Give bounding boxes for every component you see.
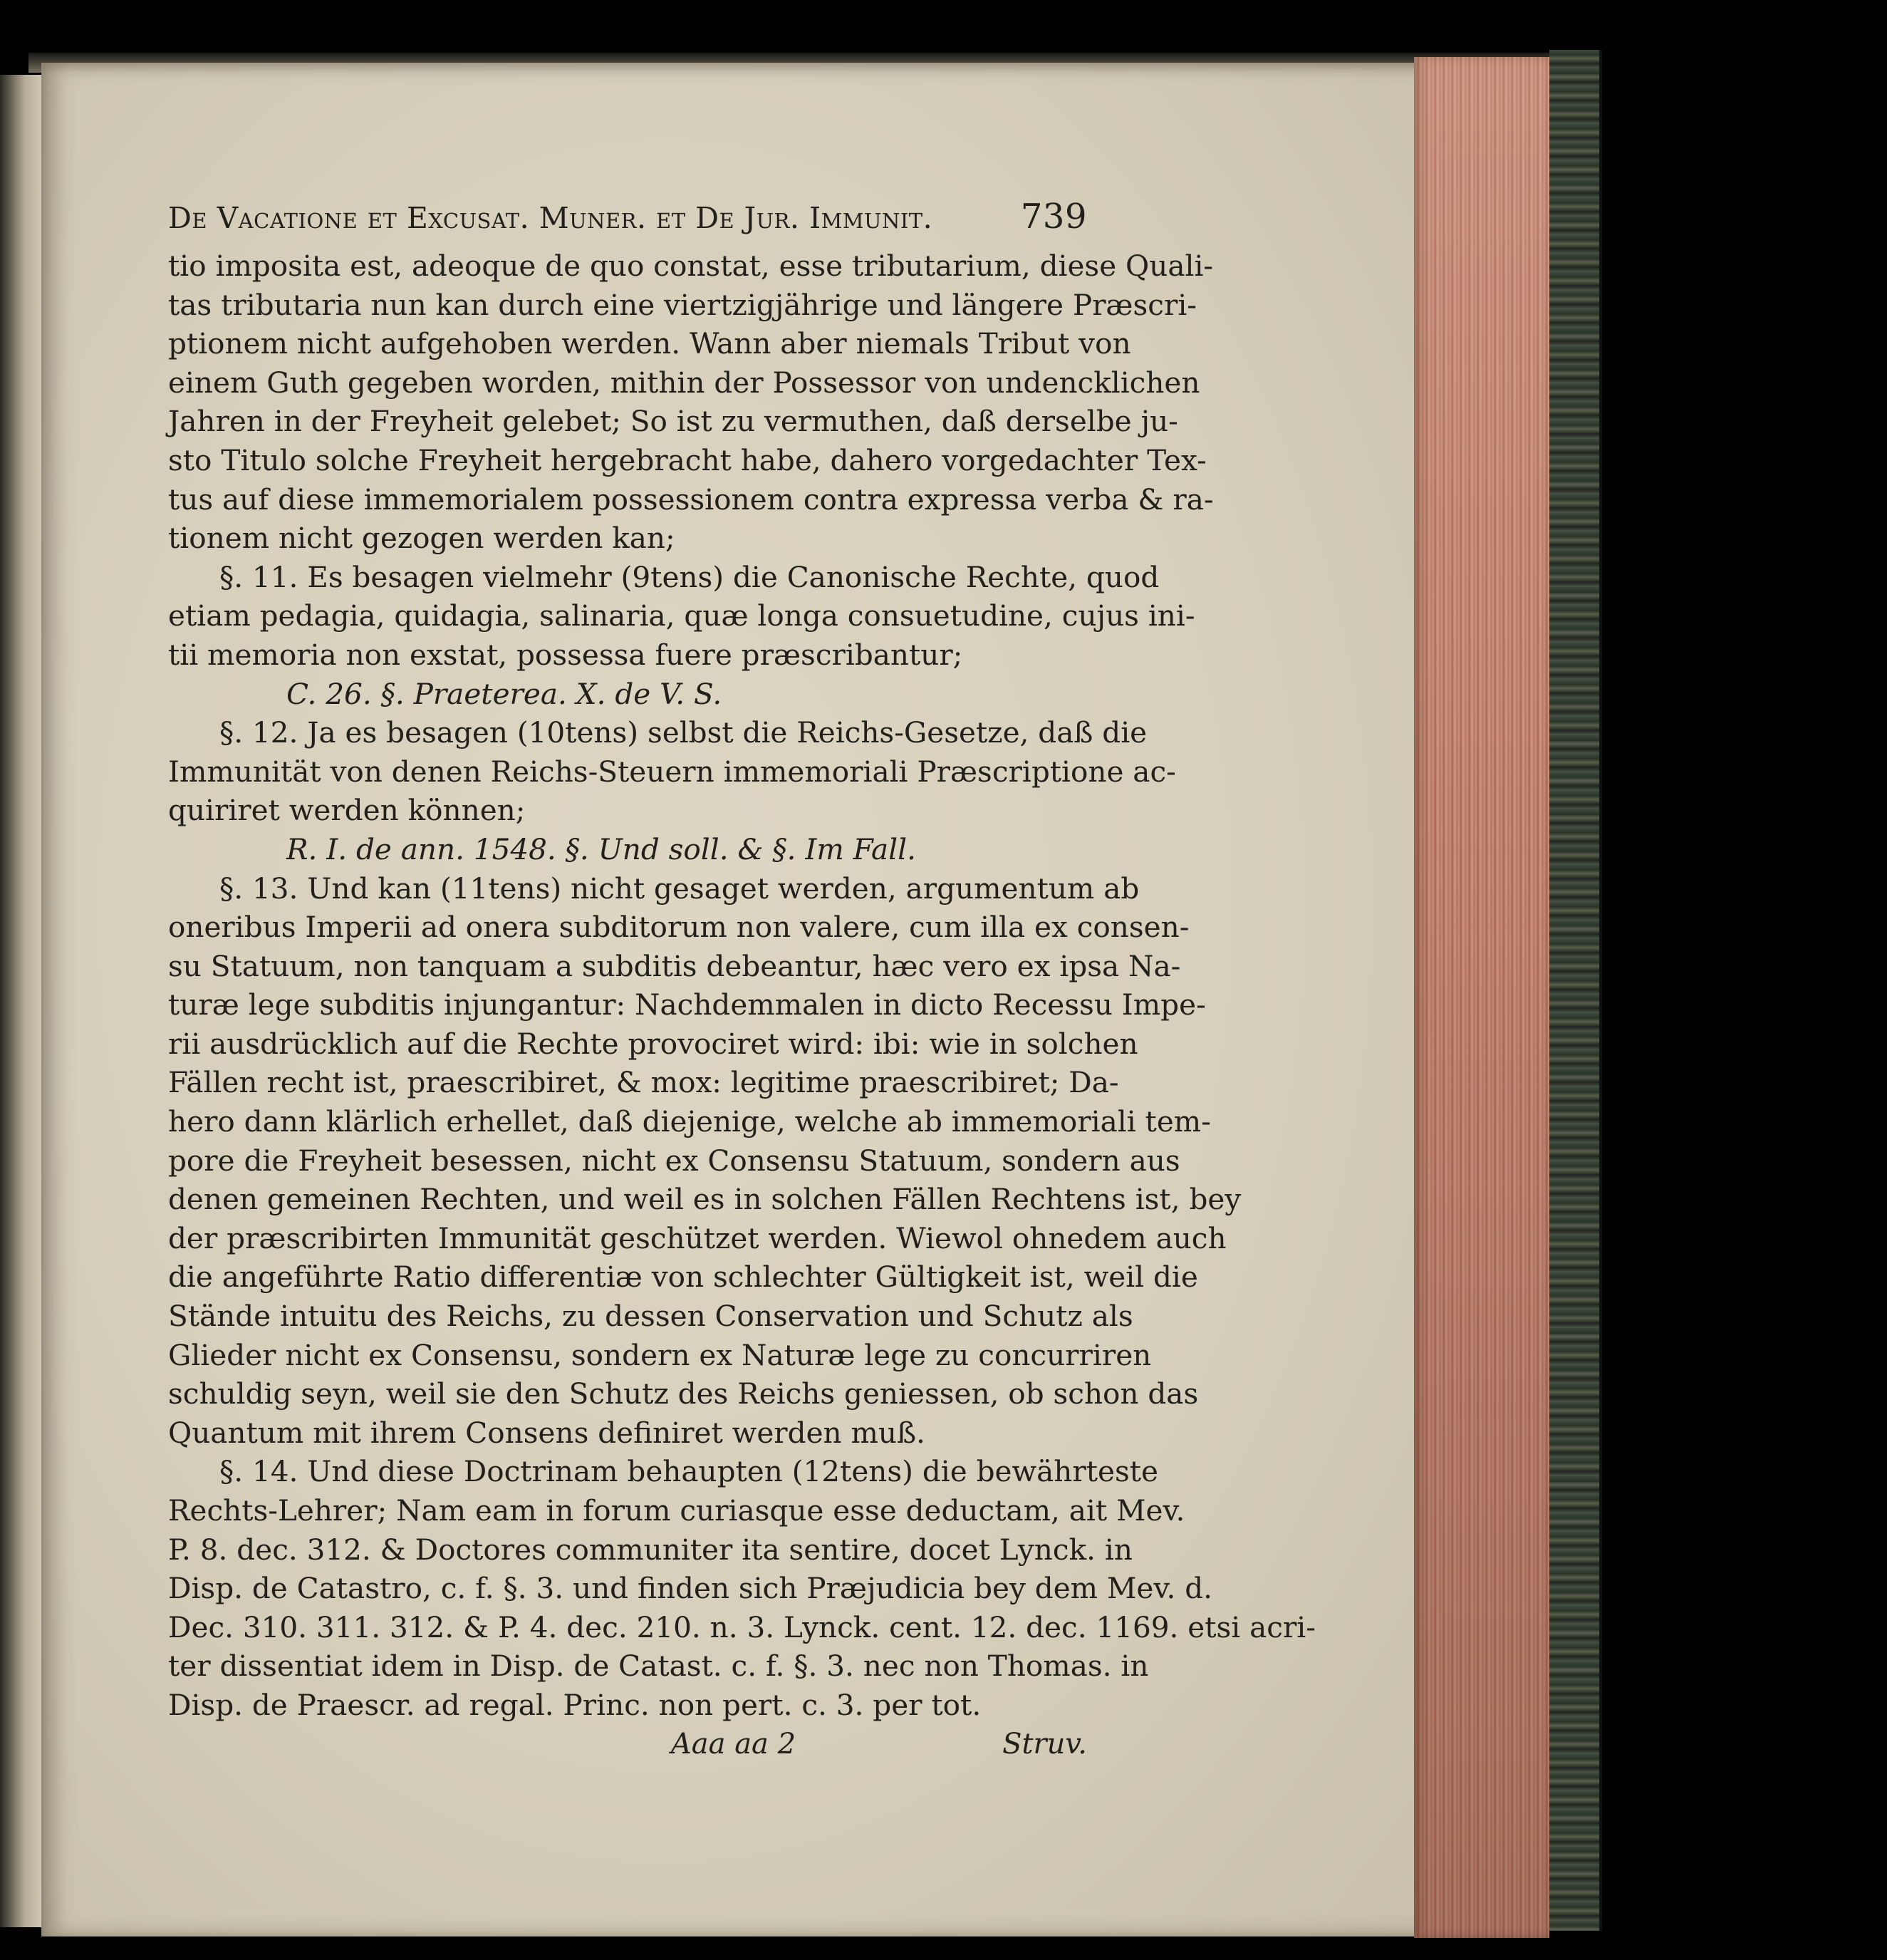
text-line: Immunität von denen Reichs-Steuern immemoriali Præscriptione ac- (168, 754, 1176, 789)
page-number: 739 (1020, 197, 1087, 237)
text-line: tus auf diese immemorialem possessionem contra expressa verba & ra- (168, 482, 1214, 517)
text-line: etiam pedagia, quidagia, salinaria, quæ longa consuetudine, cujus ini- (168, 598, 1195, 633)
text-line: hero dann klärlich erhellet, daß diejenige, welche ab immemoriali tem- (168, 1104, 1211, 1139)
running-title: De Vacatione et Excusat. Muner. et De Jur. Immunit. (168, 201, 933, 235)
text-line: Disp. de Catastro, c. f. §. 3. und finden sich Præjudicia bey dem Mev. d. (168, 1571, 1213, 1606)
text-line: quiriret werden können; (168, 793, 526, 828)
text-line: tionem nicht gezogen werden kan; (168, 521, 675, 556)
text-line: oneribus Imperii ad onera subditorum non valere, cum illa ex consen- (168, 910, 1190, 945)
text-line: Rechts-Lehrer; Nam eam in forum curiasque esse deductam, ait Mev. (168, 1493, 1185, 1528)
page-footer (168, 1728, 1087, 1761)
section-11-start: §. 11. Es besagen vielmehr (9tens) die Canonische Rechte, quod (219, 559, 1160, 594)
text-line: schuldig seyn, weil sie den Schutz des Reichs geniessen, ob schon das (168, 1376, 1199, 1411)
text-line: tas tributaria nun kan durch eine viertzigjährige und längere Præscri- (168, 287, 1197, 322)
text-line: einem Guth gegeben worden, mithin der Possessor von undencklichen (168, 365, 1200, 400)
citation-line: C. 26. §. Praeterea. X. de V. S. (286, 676, 722, 711)
running-header (168, 197, 1087, 237)
text-line: Quantum mit ihrem Consens definiret werden muß. (168, 1415, 925, 1450)
text-block-fore-edge (1414, 57, 1549, 1938)
text-line: tii memoria non exstat, possessa fuere præscribantur; (168, 637, 963, 672)
signature-mark: Aaa aa 2 (670, 1727, 796, 1761)
section-12-start: §. 12. Ja es besagen (10tens) selbst die Reichs-Gesetze, daß die (219, 715, 1148, 750)
text-line: sto Titulo solche Freyheit hergebracht habe, dahero vorgedachter Tex- (168, 442, 1207, 477)
section-13-start: §. 13. Und kan (11tens) nicht gesaget werden, argumentum ab (219, 871, 1140, 906)
citation-line: R. I. de ann. 1548. §. Und soll. & §. Im Fall. (286, 831, 916, 866)
text-line: Stände intuitu des Reichs, zu dessen Conservation und Schutz als (168, 1299, 1133, 1334)
text-line: Disp. de Praescr. ad regal. Princ. non pert. c. 3. per tot. (168, 1687, 982, 1722)
text-line: die angeführte Ratio differentiæ von schlechter Gültigkeit ist, weil die (168, 1260, 1198, 1295)
text-line: P. 8. dec. 312. & Doctores communiter ita sentire, docet Lynck. in (168, 1532, 1133, 1567)
text-line: pore die Freyheit besessen, nicht ex Consensu Statuum, sondern aus (168, 1143, 1180, 1178)
body-text (168, 247, 1316, 1725)
text-line: Fällen recht ist, praescribiret, & mox: legitime praescribiret; Da- (168, 1065, 1119, 1100)
text-line: Dec. 310. 311. 312. & P. 4. dec. 210. n. 3. Lynck. cent. 12. dec. 1169. etsi acri- (168, 1609, 1316, 1644)
text-line: su Statuum, non tanquam a subditis debeantur, hæc vero ex ipsa Na- (168, 948, 1181, 983)
text-line: der præscribirten Immunität geschützet werden. Wiewol ohnedem auch (168, 1220, 1227, 1255)
catchword: Struv. (1002, 1727, 1087, 1761)
text-line: Glieder nicht ex Consensu, sondern ex Naturæ lege zu concurriren (168, 1337, 1152, 1372)
text-line: ptionem nicht aufgehoben werden. Wann aber niemals Tribut von (168, 326, 1131, 361)
text-line: turæ lege subditis injungantur: Nachdemmalen in dicto Recessu Impe- (168, 987, 1206, 1022)
section-14-start: §. 14. Und diese Doctrinam behaupten (12tens) die bewährteste (219, 1454, 1158, 1489)
text-line: Jahren in der Freyheit gelebet; So ist zu vermuthen, daß derselbe ju- (168, 404, 1178, 439)
text-line: rii ausdrücklich auf die Rechte provociret wird: ibi: wie in solchen (168, 1026, 1138, 1061)
facing-page-edge (0, 75, 41, 1927)
marbled-cover-edge (1549, 50, 1602, 1931)
page-text (168, 197, 1316, 1761)
text-line: tio imposita est, adeoque de quo constat, esse tributarium, diese Quali- (168, 249, 1214, 283)
text-line: ter dissentiat idem in Disp. de Catast. c. f. §. 3. nec non Thomas. in (168, 1649, 1149, 1684)
text-line: denen gemeinen Rechten, und weil es in solchen Fällen Rechtens ist, bey (168, 1182, 1242, 1217)
